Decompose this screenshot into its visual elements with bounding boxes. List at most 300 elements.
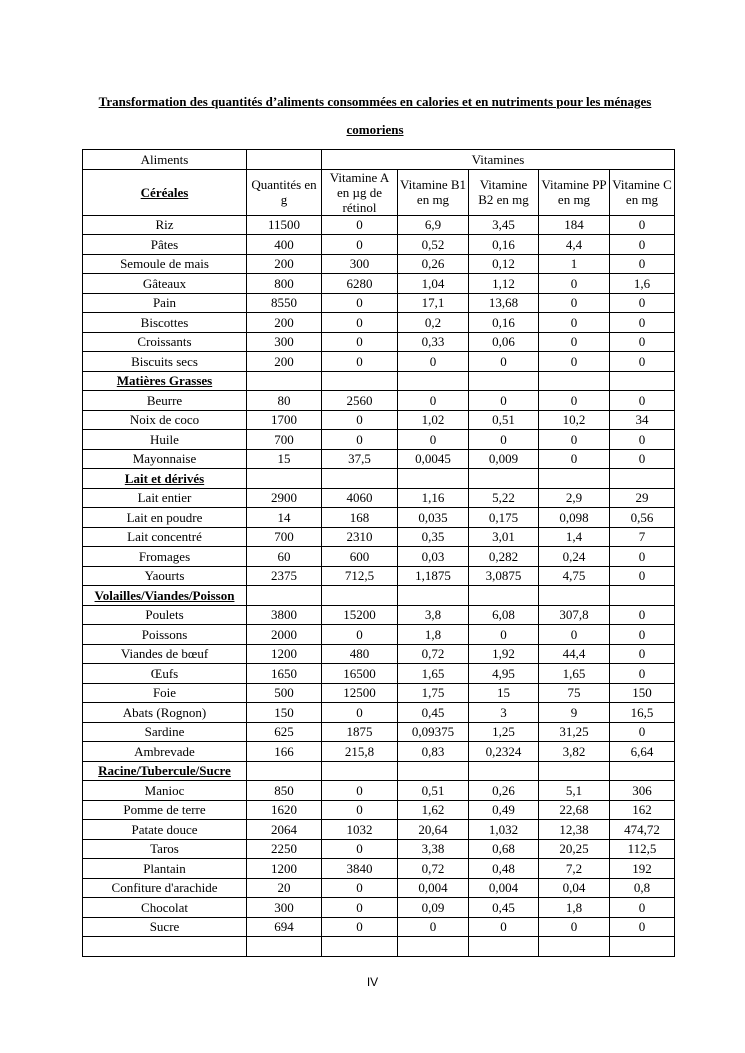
value-cell: 400 [247,235,322,255]
food-name-cell: Poissons [83,625,247,645]
value-cell: 12,38 [539,820,610,840]
table-row [83,898,675,918]
value-cell: 31,25 [539,722,610,742]
value-cell: 10,2 [539,410,610,430]
food-name-cell: Ambrevade [83,742,247,762]
section-header-row [83,371,675,391]
empty-cell [469,761,539,781]
table-row [83,566,675,586]
value-cell: 0 [539,313,610,333]
food-name-cell: Beurre [83,391,247,411]
value-cell [469,937,539,957]
value-cell: 0,35 [398,527,469,547]
food-name-cell: Poulets [83,605,247,625]
value-cell: 0,004 [469,878,539,898]
value-cell: 0,0045 [398,449,469,469]
value-cell: 1,8 [539,898,610,918]
value-cell: 0 [610,215,675,235]
table-row [83,839,675,859]
value-cell: 0,51 [469,410,539,430]
table-row [83,683,675,703]
value-cell: 0,52 [398,235,469,255]
value-cell: 625 [247,722,322,742]
value-cell: 0,48 [469,859,539,879]
value-cell: 1,12 [469,274,539,294]
empty-cell [469,371,539,391]
value-cell: 0 [322,215,398,235]
food-name-cell: Pâtes [83,235,247,255]
value-cell: 0 [322,332,398,352]
value-cell: 0,72 [398,859,469,879]
value-cell: 0 [539,391,610,411]
value-cell: 0,175 [469,508,539,528]
table-row [83,313,675,333]
table-row [83,703,675,723]
header-vitamine-pp: Vitamine PP en mg [539,169,610,215]
table-row [83,235,675,255]
value-cell: 7,2 [539,859,610,879]
value-cell: 1,62 [398,800,469,820]
value-cell: 0 [539,449,610,469]
value-cell: 0 [610,917,675,937]
value-cell: 0 [610,352,675,372]
value-cell: 15 [247,449,322,469]
value-cell: 2900 [247,488,322,508]
table-row [83,508,675,528]
table-row [83,488,675,508]
value-cell: 0 [610,625,675,645]
value-cell: 192 [610,859,675,879]
value-cell: 2560 [322,391,398,411]
value-cell: 4,95 [469,664,539,684]
value-cell: 150 [247,703,322,723]
table-row [83,410,675,430]
value-cell: 20,64 [398,820,469,840]
empty-cell [322,761,398,781]
value-cell: 2250 [247,839,322,859]
value-cell: 712,5 [322,566,398,586]
value-cell: 300 [247,332,322,352]
value-cell: 1,8 [398,625,469,645]
value-cell [539,937,610,957]
value-cell [247,937,322,957]
value-cell [322,937,398,957]
food-name-cell: Riz [83,215,247,235]
value-cell: 34 [610,410,675,430]
value-cell: 5,22 [469,488,539,508]
table-row [83,800,675,820]
value-cell: 200 [247,352,322,372]
value-cell: 0,09 [398,898,469,918]
value-cell: 60 [247,547,322,567]
value-cell: 2310 [322,527,398,547]
empty-cell [247,469,322,489]
value-cell: 300 [247,898,322,918]
empty-cell [247,371,322,391]
value-cell: 800 [247,274,322,294]
value-cell: 1200 [247,644,322,664]
value-cell: 15 [469,683,539,703]
empty-cell [322,586,398,606]
value-cell: 0 [322,703,398,723]
value-cell: 0,12 [469,254,539,274]
value-cell: 600 [322,547,398,567]
value-cell: 1,6 [610,274,675,294]
value-cell: 0 [610,313,675,333]
value-cell: 1620 [247,800,322,820]
value-cell: 1 [539,254,610,274]
value-cell [398,937,469,957]
value-cell: 0 [610,898,675,918]
empty-cell [610,469,675,489]
value-cell: 0,282 [469,547,539,567]
value-cell: 0 [398,391,469,411]
food-name-cell: Huile [83,430,247,450]
value-cell: 1,16 [398,488,469,508]
table-row [83,820,675,840]
food-name-cell: Croissants [83,332,247,352]
value-cell: 850 [247,781,322,801]
table-row [83,917,675,937]
value-cell: 0 [610,235,675,255]
food-name-cell: Lait en poudre [83,508,247,528]
value-cell: 0 [539,274,610,294]
value-cell: 2375 [247,566,322,586]
value-cell: 0 [322,410,398,430]
food-name-cell: Sardine [83,722,247,742]
value-cell: 0,2324 [469,742,539,762]
food-name-cell: Sucre [83,917,247,937]
value-cell: 2000 [247,625,322,645]
value-cell: 0,098 [539,508,610,528]
value-cell: 20,25 [539,839,610,859]
table-row [83,293,675,313]
value-cell: 0 [539,430,610,450]
value-cell: 6,9 [398,215,469,235]
table-row [83,644,675,664]
table-row [83,878,675,898]
value-cell: 150 [610,683,675,703]
value-cell: 4,75 [539,566,610,586]
food-name-cell: Biscottes [83,313,247,333]
value-cell: 0 [610,566,675,586]
food-name-cell: Œufs [83,664,247,684]
value-cell: 6,08 [469,605,539,625]
value-cell: 37,5 [322,449,398,469]
table-row [83,215,675,235]
food-name-cell: Lait entier [83,488,247,508]
value-cell: 2,9 [539,488,610,508]
header-quantites: Quantités en g [247,169,322,215]
value-cell: 0 [322,430,398,450]
value-cell: 29 [610,488,675,508]
value-cell: 3,0875 [469,566,539,586]
value-cell: 0 [610,722,675,742]
value-cell: 0,2 [398,313,469,333]
empty-cell [610,586,675,606]
food-name-cell: Semoule de mais [83,254,247,274]
value-cell: 12500 [322,683,398,703]
value-cell: 0 [322,898,398,918]
value-cell: 0 [539,917,610,937]
table-row [83,664,675,684]
value-cell: 1,65 [539,664,610,684]
value-cell: 184 [539,215,610,235]
table-row [83,781,675,801]
value-cell: 0 [322,917,398,937]
value-cell: 0 [322,878,398,898]
value-cell: 8550 [247,293,322,313]
empty-cell [398,761,469,781]
value-cell: 13,68 [469,293,539,313]
value-cell: 474,72 [610,820,675,840]
food-name-cell: Biscuits secs [83,352,247,372]
value-cell: 0 [610,293,675,313]
value-cell: 1,1875 [398,566,469,586]
food-name-cell: Confiture d'arachide [83,878,247,898]
header-vitamines: Vitamines [322,150,675,170]
value-cell: 6280 [322,274,398,294]
value-cell: 112,5 [610,839,675,859]
value-cell: 0,03 [398,547,469,567]
value-cell: 0,68 [469,839,539,859]
value-cell: 0 [539,293,610,313]
empty-cell [322,469,398,489]
value-cell: 75 [539,683,610,703]
section-cereales: Céréales [83,169,247,215]
value-cell: 0 [398,352,469,372]
value-cell: 1,25 [469,722,539,742]
value-cell: 0,45 [398,703,469,723]
value-cell: 480 [322,644,398,664]
value-cell: 0 [469,917,539,937]
value-cell: 0 [398,430,469,450]
value-cell: 17,1 [398,293,469,313]
value-cell: 16500 [322,664,398,684]
table-row [83,605,675,625]
value-cell: 0 [469,352,539,372]
value-cell: 1700 [247,410,322,430]
table-row [83,449,675,469]
empty-cell [469,586,539,606]
value-cell: 0 [610,254,675,274]
value-cell: 80 [247,391,322,411]
value-cell: 0,56 [610,508,675,528]
section-label: Lait et dérivés [83,469,247,489]
value-cell: 0 [539,625,610,645]
value-cell: 0,16 [469,235,539,255]
food-name-cell: Chocolat [83,898,247,918]
header-vitamine-c: Vitamine C en mg [610,169,675,215]
value-cell: 1,4 [539,527,610,547]
empty-cell [539,761,610,781]
value-cell: 4060 [322,488,398,508]
value-cell: 0 [322,313,398,333]
value-cell: 0 [610,430,675,450]
value-cell: 0,009 [469,449,539,469]
food-name-cell: Taros [83,839,247,859]
value-cell: 4,4 [539,235,610,255]
value-cell: 11500 [247,215,322,235]
table-row [83,254,675,274]
value-cell: 3,38 [398,839,469,859]
value-cell: 20 [247,878,322,898]
food-name-cell: Manioc [83,781,247,801]
value-cell: 0 [398,917,469,937]
value-cell: 0 [539,332,610,352]
empty-cell [610,761,675,781]
table-row [83,352,675,372]
table-row [83,274,675,294]
value-cell: 1,92 [469,644,539,664]
food-name-cell: Plantain [83,859,247,879]
value-cell: 306 [610,781,675,801]
header-vitamine-b2: Vitamine B2 en mg [469,169,539,215]
value-cell: 0,035 [398,508,469,528]
value-cell: 0 [469,625,539,645]
table-row [83,391,675,411]
empty-cell [322,371,398,391]
value-cell: 1,04 [398,274,469,294]
value-cell: 0 [322,839,398,859]
value-cell: 0,51 [398,781,469,801]
empty-cell [539,371,610,391]
value-cell: 0,004 [398,878,469,898]
value-cell: 3840 [322,859,398,879]
value-cell: 3,82 [539,742,610,762]
value-cell: 15200 [322,605,398,625]
section-header-row [83,761,675,781]
value-cell: 3,45 [469,215,539,235]
header-aliments: Aliments [83,150,247,170]
value-cell: 3,8 [398,605,469,625]
value-cell: 5,1 [539,781,610,801]
value-cell: 0,06 [469,332,539,352]
empty-cell [247,761,322,781]
value-cell: 1,02 [398,410,469,430]
value-cell: 307,8 [539,605,610,625]
value-cell: 0 [610,547,675,567]
empty-cell [398,469,469,489]
value-cell: 700 [247,527,322,547]
section-label: Racine/Tubercule/Sucre [83,761,247,781]
value-cell: 0,16 [469,313,539,333]
header-empty [247,150,322,170]
table-row [83,527,675,547]
value-cell: 0 [610,449,675,469]
food-name-cell: Gâteaux [83,274,247,294]
food-name-cell: Yaourts [83,566,247,586]
value-cell: 500 [247,683,322,703]
value-cell: 0,72 [398,644,469,664]
value-cell: 1,65 [398,664,469,684]
value-cell: 1032 [322,820,398,840]
empty-cell [539,469,610,489]
value-cell: 3800 [247,605,322,625]
value-cell: 0,45 [469,898,539,918]
table-row [83,742,675,762]
value-cell: 200 [247,254,322,274]
value-cell: 0 [610,644,675,664]
empty-cell [398,586,469,606]
table-row [83,332,675,352]
header-vitamine-a: Vitamine A en µg de rétinol [322,169,398,215]
header-vitamine-b1: Vitamine B1 en mg [398,169,469,215]
food-name-cell [83,937,247,957]
section-label: Volailles/Viandes/Poisson [83,586,247,606]
value-cell: 0 [610,391,675,411]
value-cell: 0 [610,332,675,352]
empty-cell [539,586,610,606]
value-cell: 0 [322,235,398,255]
value-cell: 0 [610,664,675,684]
food-name-cell: Fromages [83,547,247,567]
food-name-cell: Pain [83,293,247,313]
value-cell: 0 [322,781,398,801]
food-name-cell: Abats (Rognon) [83,703,247,723]
page-number: IV [366,975,379,989]
value-cell: 0,8 [610,878,675,898]
value-cell: 6,64 [610,742,675,762]
value-cell: 215,8 [322,742,398,762]
value-cell: 0 [322,800,398,820]
value-cell: 0,24 [539,547,610,567]
table-row [83,547,675,567]
value-cell: 1,032 [469,820,539,840]
section-header-row [83,469,675,489]
food-name-cell: Foie [83,683,247,703]
value-cell: 3,01 [469,527,539,547]
food-name-cell: Mayonnaise [83,449,247,469]
value-cell: 0 [322,293,398,313]
value-cell: 22,68 [539,800,610,820]
food-name-cell: Pomme de terre [83,800,247,820]
food-name-cell: Lait concentré [83,527,247,547]
value-cell: 44,4 [539,644,610,664]
food-name-cell: Noix de coco [83,410,247,430]
value-cell: 0 [469,391,539,411]
value-cell: 200 [247,313,322,333]
value-cell: 0 [610,605,675,625]
value-cell: 168 [322,508,398,528]
value-cell: 694 [247,917,322,937]
value-cell: 1875 [322,722,398,742]
value-cell: 1200 [247,859,322,879]
value-cell: 2064 [247,820,322,840]
value-cell: 1650 [247,664,322,684]
value-cell: 1,75 [398,683,469,703]
value-cell: 0 [539,352,610,372]
value-cell: 162 [610,800,675,820]
value-cell: 0,26 [398,254,469,274]
food-name-cell: Viandes de bœuf [83,644,247,664]
value-cell: 0,04 [539,878,610,898]
section-header-row [83,586,675,606]
value-cell: 0,09375 [398,722,469,742]
value-cell: 0 [469,430,539,450]
value-cell: 14 [247,508,322,528]
table-row [83,625,675,645]
value-cell: 0,49 [469,800,539,820]
value-cell: 0,26 [469,781,539,801]
value-cell: 700 [247,430,322,450]
table-row [83,859,675,879]
empty-cell [469,469,539,489]
document-title: Transformation des quantités d’aliments consommées en calories et en nutriments pour les ménages comoriens [98,94,652,137]
value-cell: 0 [322,352,398,372]
value-cell: 3 [469,703,539,723]
value-cell: 16,5 [610,703,675,723]
